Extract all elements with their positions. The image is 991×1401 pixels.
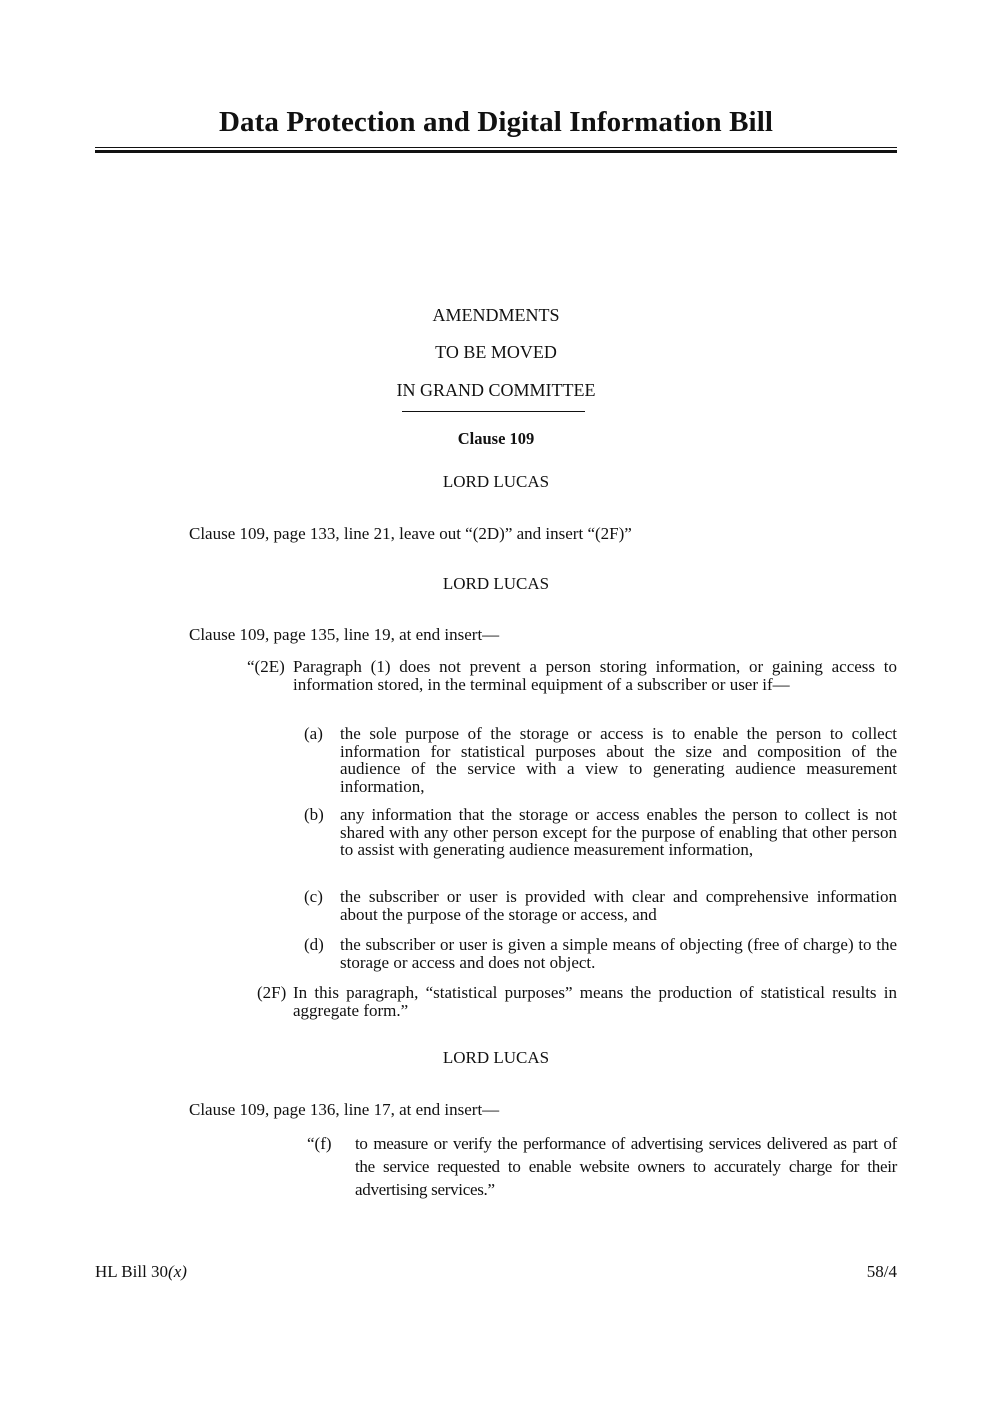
bill-reference-suffix: (x): [168, 1262, 187, 1281]
title-rule-thin: [95, 147, 897, 148]
item-label-a: (a): [304, 724, 323, 743]
bill-reference-prefix: HL Bill 30: [95, 1262, 169, 1281]
title-rule-thick: [95, 150, 897, 153]
paragraph-2F-text: In this paragraph, “statistical purposes” means the production of statistical results in aggregate form.”: [293, 983, 897, 1020]
paragraph-label-2E: “(2E): [247, 657, 285, 676]
page-reference: 58/4: [866, 1262, 897, 1281]
clause-heading: Clause 109: [457, 429, 535, 448]
document-title: Data Protection and Digital Information Bill: [218, 106, 774, 138]
mover-name: LORD LUCAS: [442, 1048, 550, 1067]
paragraph-2E-text: Paragraph (1) does not prevent a person storing information, or gaining access to information stored, in the terminal equipment of a subscriber or user if—: [293, 657, 897, 694]
heading-grand-committee: IN GRAND COMMITTEE: [396, 380, 596, 400]
item-label-b: (b): [304, 805, 324, 824]
item-text-b: any information that the storage or access enables the person to collect is not shared with any other person except for the purpose of enabling that other person to assist with generating audience measurement information,: [340, 805, 897, 859]
item-label-f: “(f): [307, 1134, 332, 1153]
mover-name: LORD LUCAS: [442, 472, 550, 491]
heading-amendments: AMENDMENTS: [432, 305, 560, 325]
item-text-f: to measure or verify the performance of advertising services delivered as part of the service requested to enable website owners to accurately charge for their advertising services.”: [355, 1134, 897, 1199]
mover-name: LORD LUCAS: [442, 574, 550, 593]
item-text-a: the sole purpose of the storage or access is to enable the person to collect information for statistical purposes about the size and composition of the audience of the service with a view to generating audience measurement information,: [340, 724, 897, 796]
amendment-instruction: Clause 109, page 135, line 19, at end insert—: [189, 625, 500, 644]
bill-reference: [95, 1262, 187, 1282]
heading-divider: [402, 411, 585, 412]
item-text-c: the subscriber or user is provided with clear and comprehensive information about the purpose of the storage or access, and: [340, 887, 897, 924]
paragraph-label-2F: (2F): [257, 983, 287, 1002]
amendment-instruction: Clause 109, page 136, line 17, at end insert—: [189, 1100, 500, 1119]
item-label-d: (d): [304, 935, 324, 954]
item-text-d: the subscriber or user is given a simple means of objecting (free of charge) to the storage or access and does not object.: [340, 935, 897, 972]
heading-to-be-moved: TO BE MOVED: [435, 342, 557, 362]
amendment-instruction: Clause 109, page 133, line 21, leave out “(2D)” and insert “(2F)”: [189, 524, 632, 543]
item-label-c: (c): [304, 887, 323, 906]
